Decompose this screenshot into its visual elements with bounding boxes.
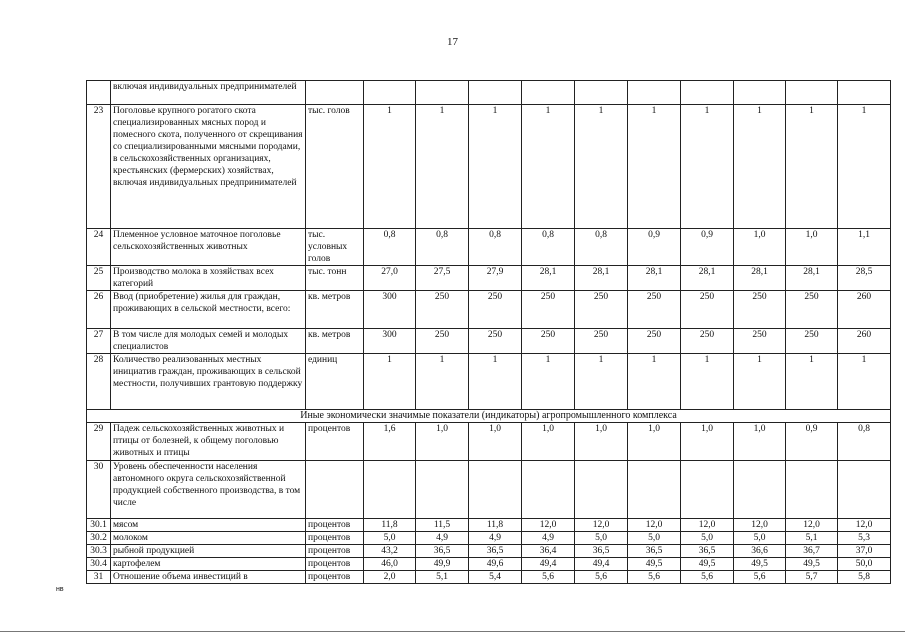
value-cell: 1 <box>734 354 786 410</box>
section-title: Иные экономически значимые показатели (индикаторы) агропромышленного комплекса <box>87 410 891 423</box>
value-cell: 36,7 <box>786 545 838 558</box>
value-cell: 12,0 <box>681 519 734 532</box>
value-cell: 0,8 <box>416 229 469 266</box>
value-cell <box>522 81 575 105</box>
value-cell: 12,0 <box>786 519 838 532</box>
value-cell: 0,8 <box>469 229 522 266</box>
value-cell: 250 <box>681 291 734 329</box>
unit-cell: тыс. условных голов <box>306 229 364 266</box>
value-cell: 11,8 <box>469 519 522 532</box>
value-cell: 5,0 <box>681 532 734 545</box>
value-cell: 250 <box>416 291 469 329</box>
value-cell: 28,1 <box>575 266 628 291</box>
indicator-name-cell: Поголовье крупного рогатого скота специализированных мясных пород и помесного скота, полученного от скрещивания со специализированными мясными породами, в сельскохозяйственных организациях, крестьянских (фермерских) хозяйствах, включая индивидуальных предпринимателей <box>111 105 306 229</box>
value-cell <box>786 81 838 105</box>
value-cell: 5,6 <box>575 571 628 584</box>
indicator-name-cell: включая индивидуальных предпринимателей <box>111 81 306 105</box>
value-cell <box>575 81 628 105</box>
value-cell: 1 <box>469 105 522 229</box>
table-body-other <box>87 423 891 584</box>
value-cell: 250 <box>522 329 575 354</box>
value-cell: 1 <box>575 354 628 410</box>
value-cell <box>628 81 681 105</box>
value-cell: 1 <box>628 354 681 410</box>
value-cell: 0,9 <box>681 229 734 266</box>
value-cell: 5,6 <box>522 571 575 584</box>
value-cell: 260 <box>838 291 891 329</box>
value-cell: 27,5 <box>416 266 469 291</box>
value-cell: 43,2 <box>364 545 416 558</box>
value-cell: 1,1 <box>838 229 891 266</box>
value-cell: 49,5 <box>786 558 838 571</box>
value-cell: 1,0 <box>734 229 786 266</box>
unit-cell: кв. метров <box>306 291 364 329</box>
row-number-cell <box>87 81 111 105</box>
value-cell: 1 <box>416 354 469 410</box>
value-cell: 4,9 <box>416 532 469 545</box>
value-cell: 1,0 <box>786 229 838 266</box>
value-cell: 1 <box>734 105 786 229</box>
value-cell: 36,4 <box>522 545 575 558</box>
value-cell: 36,5 <box>628 545 681 558</box>
value-cell: 1 <box>838 354 891 410</box>
value-cell: 5,1 <box>786 532 838 545</box>
row-number-cell: 28 <box>87 354 111 410</box>
value-cell: 1 <box>838 105 891 229</box>
value-cell <box>364 81 416 105</box>
unit-cell <box>306 461 364 519</box>
table-body-main <box>87 81 891 410</box>
value-cell: 49,4 <box>575 558 628 571</box>
value-cell: 49,5 <box>681 558 734 571</box>
value-cell: 5,6 <box>628 571 681 584</box>
value-cell: 5,4 <box>469 571 522 584</box>
value-cell: 12,0 <box>838 519 891 532</box>
table-row <box>87 571 891 584</box>
indicator-name-cell: Отношение объема инвестиций в <box>111 571 306 584</box>
table-row <box>87 354 891 410</box>
value-cell: 49,9 <box>416 558 469 571</box>
row-number-cell: 30.4 <box>87 558 111 571</box>
unit-cell: процентов <box>306 558 364 571</box>
value-cell: 28,1 <box>734 266 786 291</box>
value-cell: 28,5 <box>838 266 891 291</box>
indicator-name-cell: Производство молока в хозяйствах всех категорий <box>111 266 306 291</box>
value-cell <box>734 81 786 105</box>
value-cell: 260 <box>838 329 891 354</box>
value-cell: 1 <box>416 105 469 229</box>
value-cell: 250 <box>575 329 628 354</box>
value-cell: 250 <box>469 291 522 329</box>
value-cell: 250 <box>416 329 469 354</box>
row-number-cell: 31 <box>87 571 111 584</box>
value-cell: 5,1 <box>416 571 469 584</box>
unit-cell <box>306 81 364 105</box>
value-cell: 250 <box>469 329 522 354</box>
value-cell: 1 <box>469 354 522 410</box>
value-cell: 28,1 <box>628 266 681 291</box>
value-cell: 11,5 <box>416 519 469 532</box>
table-row <box>87 545 891 558</box>
value-cell: 1,6 <box>364 423 416 461</box>
indicator-name-cell: Племенное условное маточное поголовье сельскохозяйственных животных <box>111 229 306 266</box>
row-number-cell: 30.2 <box>87 532 111 545</box>
value-cell: 1,0 <box>416 423 469 461</box>
value-cell: 1,0 <box>628 423 681 461</box>
row-number-cell: 27 <box>87 329 111 354</box>
table-row <box>87 291 891 329</box>
value-cell: 0,9 <box>628 229 681 266</box>
value-cell: 250 <box>628 291 681 329</box>
value-cell: 1 <box>628 105 681 229</box>
value-cell: 0,9 <box>786 423 838 461</box>
table-row <box>87 519 891 532</box>
value-cell <box>469 461 522 519</box>
value-cell: 12,0 <box>628 519 681 532</box>
row-number-cell: 23 <box>87 105 111 229</box>
unit-cell: кв. метров <box>306 329 364 354</box>
indicator-name-cell: В том числе для молодых семей и молодых специалистов <box>111 329 306 354</box>
value-cell <box>364 461 416 519</box>
value-cell: 5,6 <box>681 571 734 584</box>
value-cell: 250 <box>786 291 838 329</box>
unit-cell: процентов <box>306 423 364 461</box>
table-row <box>87 558 891 571</box>
value-cell: 2,0 <box>364 571 416 584</box>
value-cell: 36,5 <box>416 545 469 558</box>
value-cell: 5,0 <box>734 532 786 545</box>
value-cell: 12,0 <box>734 519 786 532</box>
value-cell: 36,6 <box>734 545 786 558</box>
value-cell: 1 <box>681 105 734 229</box>
scan-edge-line <box>0 631 905 632</box>
value-cell: 12,0 <box>575 519 628 532</box>
value-cell: 49,4 <box>522 558 575 571</box>
indicator-name-cell: Уровень обеспеченности населения автономного округа сельскохозяйственной продукцией собственного производства, в том числе <box>111 461 306 519</box>
value-cell: 27,0 <box>364 266 416 291</box>
value-cell: 50,0 <box>838 558 891 571</box>
value-cell: 1 <box>575 105 628 229</box>
value-cell: 28,1 <box>522 266 575 291</box>
table-row <box>87 461 891 519</box>
row-number-cell: 25 <box>87 266 111 291</box>
value-cell <box>838 461 891 519</box>
value-cell: 1 <box>681 354 734 410</box>
unit-cell: тыс. голов <box>306 105 364 229</box>
unit-cell: процентов <box>306 519 364 532</box>
unit-cell: тыс. тонн <box>306 266 364 291</box>
table-row <box>87 81 891 105</box>
value-cell: 0,8 <box>575 229 628 266</box>
section-header-row <box>87 410 891 423</box>
value-cell: 4,9 <box>469 532 522 545</box>
row-number-cell: 30.3 <box>87 545 111 558</box>
value-cell <box>786 461 838 519</box>
value-cell: 36,5 <box>469 545 522 558</box>
indicator-name-cell: Ввод (приобретение) жилья для граждан, проживающих в сельской местности, всего: <box>111 291 306 329</box>
value-cell: 0,8 <box>364 229 416 266</box>
value-cell: 1 <box>786 105 838 229</box>
indicator-name-cell: молоком <box>111 532 306 545</box>
indicators-table <box>86 80 891 584</box>
row-number-cell: 26 <box>87 291 111 329</box>
value-cell: 27,9 <box>469 266 522 291</box>
value-cell: 4,9 <box>522 532 575 545</box>
indicator-name-cell: Количество реализованных местных инициатив граждан, проживающих в сельской местности, получивших грантовую поддержку <box>111 354 306 410</box>
indicator-name-cell: мясом <box>111 519 306 532</box>
indicator-name-cell: Падеж сельскохозяйственных животных и птицы от болезней, к общему поголовью животных и птицы <box>111 423 306 461</box>
value-cell: 36,5 <box>681 545 734 558</box>
value-cell: 1,0 <box>575 423 628 461</box>
value-cell: 5,6 <box>734 571 786 584</box>
value-cell: 36,5 <box>575 545 628 558</box>
value-cell: 0,8 <box>522 229 575 266</box>
value-cell: 250 <box>575 291 628 329</box>
value-cell: 49,6 <box>469 558 522 571</box>
value-cell <box>681 81 734 105</box>
value-cell: 1 <box>364 354 416 410</box>
value-cell: 250 <box>628 329 681 354</box>
value-cell: 1 <box>522 105 575 229</box>
value-cell: 46,0 <box>364 558 416 571</box>
value-cell: 1 <box>522 354 575 410</box>
value-cell: 12,0 <box>522 519 575 532</box>
value-cell: 250 <box>734 291 786 329</box>
value-cell: 28,1 <box>786 266 838 291</box>
table-row <box>87 532 891 545</box>
unit-cell: процентов <box>306 545 364 558</box>
value-cell: 5,0 <box>575 532 628 545</box>
value-cell <box>575 461 628 519</box>
indicator-name-cell: рыбной продукцией <box>111 545 306 558</box>
footer-mark: нв <box>56 586 64 593</box>
value-cell: 49,5 <box>734 558 786 571</box>
value-cell: 5,7 <box>786 571 838 584</box>
value-cell: 250 <box>522 291 575 329</box>
value-cell <box>734 461 786 519</box>
value-cell: 5,3 <box>838 532 891 545</box>
table-row <box>87 105 891 229</box>
value-cell: 1,0 <box>469 423 522 461</box>
table-row <box>87 329 891 354</box>
value-cell <box>522 461 575 519</box>
table-row <box>87 423 891 461</box>
value-cell <box>416 81 469 105</box>
value-cell: 1,0 <box>522 423 575 461</box>
value-cell: 250 <box>786 329 838 354</box>
unit-cell: единиц <box>306 354 364 410</box>
value-cell: 11,8 <box>364 519 416 532</box>
row-number-cell: 30 <box>87 461 111 519</box>
page-number: 17 <box>447 36 458 48</box>
section-header-group <box>87 410 891 423</box>
indicator-name-cell: картофелем <box>111 558 306 571</box>
value-cell: 250 <box>681 329 734 354</box>
value-cell <box>628 461 681 519</box>
value-cell <box>416 461 469 519</box>
value-cell: 1,0 <box>681 423 734 461</box>
table-row <box>87 266 891 291</box>
value-cell: 300 <box>364 329 416 354</box>
value-cell: 0,8 <box>838 423 891 461</box>
value-cell: 28,1 <box>681 266 734 291</box>
value-cell: 37,0 <box>838 545 891 558</box>
value-cell <box>469 81 522 105</box>
unit-cell: процентов <box>306 571 364 584</box>
value-cell: 250 <box>734 329 786 354</box>
value-cell: 1 <box>786 354 838 410</box>
value-cell: 300 <box>364 291 416 329</box>
unit-cell: процентов <box>306 532 364 545</box>
value-cell: 1,0 <box>734 423 786 461</box>
row-number-cell: 29 <box>87 423 111 461</box>
row-number-cell: 24 <box>87 229 111 266</box>
value-cell: 49,5 <box>628 558 681 571</box>
value-cell <box>681 461 734 519</box>
table-row <box>87 229 891 266</box>
value-cell: 5,0 <box>364 532 416 545</box>
row-number-cell: 30.1 <box>87 519 111 532</box>
value-cell <box>838 81 891 105</box>
value-cell: 5,8 <box>838 571 891 584</box>
value-cell: 5,0 <box>628 532 681 545</box>
value-cell: 1 <box>364 105 416 229</box>
